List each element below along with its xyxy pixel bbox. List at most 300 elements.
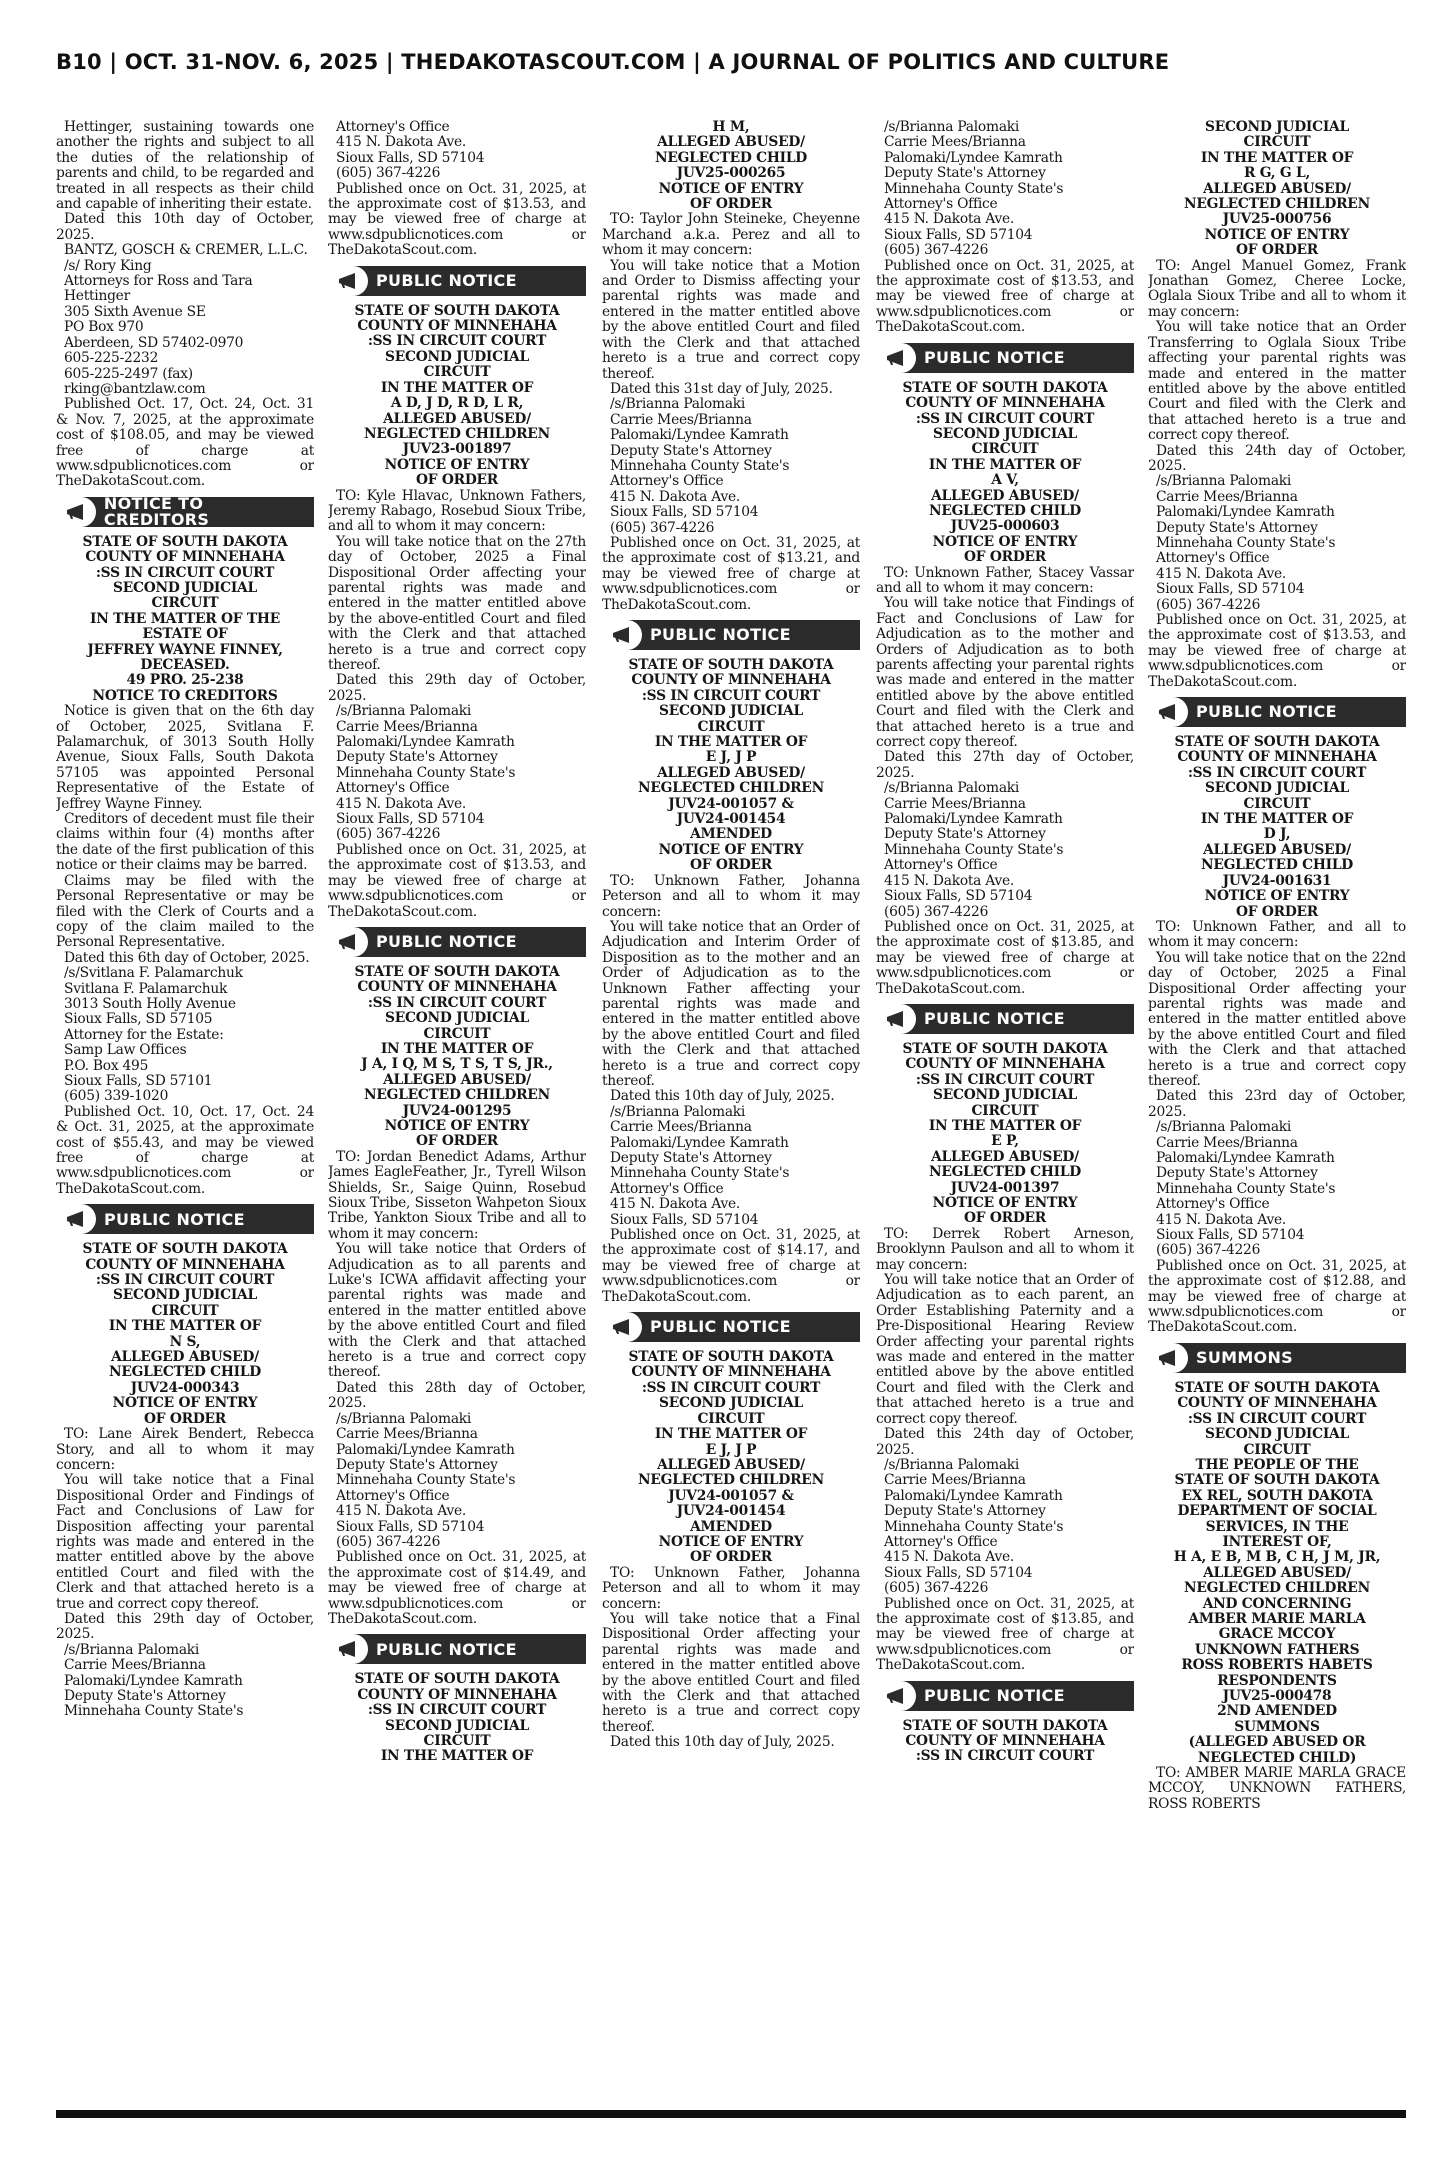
notice-heading-line: :SS IN CIRCUIT COURT [367, 994, 547, 1011]
signature-line: Sioux Falls, SD 57104 [884, 226, 1033, 243]
notice-heading-line: E J, J P [705, 749, 757, 766]
notice-heading-line: AMBER MARIE MARLA [1188, 1610, 1366, 1627]
signature-line: Deputy State's Attorney [884, 1503, 1046, 1520]
signature-line: (605) 367-4226 [884, 1580, 989, 1597]
signature-line: /s/Svitlana F. Palamarchuk [64, 965, 243, 982]
notice-heading-line: ALLEGED ABUSED/ [657, 1456, 805, 1473]
column-3 [602, 120, 860, 2105]
notice-heading-line: STATE OF SOUTH DAKOTA [82, 1241, 288, 1258]
megaphone-icon [328, 266, 368, 296]
megaphone-icon [876, 343, 916, 373]
notice-heading-line: AMENDED [690, 1518, 772, 1535]
notice-paragraph: TO: Unknown Father, Johanna Peterson and all to whom it may concern: [602, 872, 860, 920]
section-banner-label: PUBLIC NOTICE [650, 625, 791, 645]
notice-paragraph: Hettinger, sustaining towards one another the rights and subject to all the duties of the relationship of parents and child, to be regarded and treated in all respects as their child and capable of inheriting their estate. [56, 120, 314, 213]
section-banner-label: PUBLIC NOTICE [376, 932, 517, 952]
section-banner [602, 1312, 860, 1342]
section-banner-label: PUBLIC NOTICE [376, 1639, 517, 1659]
notice-heading-line: NEGLECTED CHILDREN [364, 425, 550, 442]
notice-paragraph: Published once on Oct. 31, 2025, at the approximate cost of $13.21, and may be viewed free of charge at www.sdpublicnotices.com or TheDakotaScout.com. [602, 534, 860, 613]
notice-heading-line: COUNTY OF MINNEHAHA [631, 672, 831, 689]
notice-heading [328, 965, 586, 1150]
notice-heading-line: :SS IN CIRCUIT COURT [915, 410, 1095, 427]
signature-line: Sioux Falls, SD 57105 [64, 1011, 213, 1028]
signature-line: (605) 339-1020 [64, 1088, 169, 1105]
notice-heading-line: JUV23-001897 [402, 441, 512, 458]
notice-heading-line: IN THE MATTER OF THE [90, 610, 280, 627]
signature-line: Sioux Falls, SD 57104 [610, 1211, 759, 1228]
notice-heading-line: ALLEGED ABUSED/ [657, 764, 805, 781]
signature-line: Deputy State's Attorney [336, 749, 498, 766]
notice-heading-line: IN THE MATTER OF [380, 1040, 534, 1057]
notice-heading-line: ALLEGED ABUSED/ [111, 1349, 259, 1366]
section-banner [1148, 1343, 1406, 1373]
notice-heading-line: NEGLECTED CHILDREN [638, 780, 824, 797]
notice-heading-line: CIRCUIT [971, 1102, 1039, 1119]
signature-line: Deputy State's Attorney [336, 1456, 498, 1473]
notice-heading-line: NEGLECTED CHILD [108, 1364, 262, 1381]
signature-line: Sioux Falls, SD 57104 [1156, 1227, 1305, 1244]
signature-line: Carrie Mees/Brianna Palomaki/Lyndee Kamrath [64, 1657, 243, 1689]
notice-paragraph: Dated this 10th day of July, 2025. [610, 1088, 835, 1105]
notice-heading-line: NOTICE OF ENTRY [384, 1117, 530, 1134]
notice-heading-line: STATE OF SOUTH DAKOTA [354, 1671, 560, 1688]
notice-paragraph: You will take notice that an Order Transferring to Oglala Sioux Tribe affecting your parental rights was made and entered in the matter entitled above by the above entitled Court and filed with the Clerk and that attached hereto is a true and correct copy thereof. [1148, 319, 1406, 444]
signature-line: /s/ Rory King [64, 257, 152, 274]
signature-line: 3013 South Holly Avenue [64, 995, 236, 1012]
notice-heading-line: :SS IN CIRCUIT COURT [95, 1272, 275, 1289]
signature-block [328, 1412, 586, 1551]
signature-line: P.O. Box 495 [64, 1057, 149, 1074]
notice-heading-line: D J, [1263, 826, 1291, 843]
notice-heading-line: IN THE MATTER OF [1200, 811, 1354, 828]
notice-heading-line: OF ORDER [963, 549, 1047, 566]
signature-line: /s/Brianna Palomaki [64, 1641, 200, 1658]
megaphone-icon [1148, 1343, 1188, 1373]
notice-heading-line: IN THE MATTER OF [380, 379, 534, 396]
notice-heading-line: SECOND JUDICIAL [659, 703, 803, 720]
notice-heading-line: JUV24-001057 & [668, 795, 794, 812]
notice-heading-line: ALLEGED ABUSED/ [1203, 841, 1351, 858]
notice-paragraph: Dated this 24th day of October, 2025. [876, 1426, 1134, 1458]
signature-line: 415 N. Dakota Ave. [1156, 565, 1287, 582]
section-banner [328, 927, 586, 957]
signature-line: Minnehaha County State's Attorney's Office [884, 841, 1064, 874]
notice-heading-line: IN THE MATTER OF [928, 1117, 1082, 1134]
notice-heading-line: ALLEGED ABUSED/ [383, 410, 531, 427]
notice-heading-line: OF ORDER [1235, 903, 1319, 920]
signature-line: /s/Brianna Palomaki [610, 396, 746, 413]
section-banner [328, 1634, 586, 1664]
signature-line: Carrie Mees/Brianna Palomaki/Lyndee Kamrath [1156, 1134, 1335, 1166]
notice-heading-line: JUV24-001057 & [668, 1487, 794, 1504]
notice-heading-line: SECOND JUDICIAL [659, 1395, 803, 1412]
notice-heading-line: DECEASED. [140, 657, 230, 673]
notice-heading-line: NEGLECTED CHILD) [1197, 1749, 1357, 1766]
notice-paragraph: TO: Taylor John Steineke, Cheyenne Marchand a.k.a. Perez and all to whom it may concern: [602, 211, 860, 259]
signature-line: 415 N. Dakota Ave. [336, 1503, 467, 1520]
notice-heading [56, 535, 314, 704]
notice-heading-line: NOTICE OF ENTRY [932, 533, 1078, 550]
notice-heading-line: JUV24-001631 [1222, 872, 1332, 889]
notice-heading-line: JUV25-000756 [1222, 211, 1332, 228]
section-banner [876, 343, 1134, 373]
notice-heading-line: CIRCUIT [423, 1733, 491, 1749]
notice-heading-line: H M, [712, 120, 750, 135]
signature-line: 415 N. Dakota Ave. [610, 1196, 741, 1213]
notice-heading-line: :SS IN CIRCUIT COURT [641, 1379, 821, 1396]
notice-heading-line: NEGLECTED CHILD [928, 1164, 1082, 1181]
notice-heading-line: SECOND JUDICIAL [385, 1010, 529, 1027]
column-2 [328, 120, 586, 2105]
notice-heading-line: CIRCUIT [1243, 795, 1311, 812]
signature-block [602, 1105, 860, 1228]
notice-paragraph: Dated this 23rd day of October, 2025. [1148, 1088, 1406, 1120]
column-5 [1148, 120, 1406, 2105]
notice-heading-line: 49 PRO. 25-238 [126, 672, 244, 689]
notice-heading-line: NOTICE OF ENTRY [932, 1195, 1078, 1211]
signature-line: Deputy State's Attorney [1156, 1165, 1318, 1182]
signature-line: /s/Brianna Palomaki [336, 703, 472, 720]
notice-heading-line: SECOND JUDICIAL [1205, 780, 1349, 797]
notice-heading-line: JUV25-000603 [950, 518, 1060, 535]
signature-block [1148, 474, 1406, 613]
notice-heading-line: SECOND JUDICIAL [113, 579, 257, 596]
notice-heading-line: RESPONDENTS [1217, 1672, 1337, 1689]
notice-heading-line: SECOND JUDICIAL [1205, 120, 1349, 135]
notice-heading-line: COUNTY OF MINNEHAHA [905, 395, 1105, 412]
notice-heading-line: CIRCUIT [697, 1410, 765, 1427]
notice-heading-line: STATE OF SOUTH DAKOTA [628, 1349, 834, 1366]
signature-line: Sioux Falls, SD 57104 [610, 504, 759, 521]
signature-line: Carrie Mees/Brianna Palomaki/Lyndee Kamrath [610, 411, 789, 444]
notice-heading-line: STATE OF SOUTH DAKOTA [902, 379, 1108, 396]
notice-paragraph: Dated this 27th day of October, 2025. [876, 749, 1134, 781]
megaphone-icon [328, 927, 368, 957]
section-banner [56, 1204, 314, 1234]
notice-heading-line: SECOND JUDICIAL [933, 425, 1077, 442]
notice-heading-line: SECOND JUDICIAL [113, 1287, 257, 1304]
notice-paragraph: Dated this 10th day of October, 2025. [56, 211, 314, 243]
notice-heading-line: H A, E B, M B, C H, J M, JR, [1173, 1549, 1381, 1566]
notice-heading-line: UNKNOWN FATHERS [1194, 1641, 1360, 1658]
signature-line: 415 N. Dakota Ave. [610, 488, 741, 505]
signature-line: 415 N. Dakota Ave. [336, 134, 467, 151]
megaphone-icon [56, 1204, 96, 1234]
notice-heading-line: COUNTY OF MINNEHAHA [1177, 1395, 1377, 1412]
signature-line: Sioux Falls, SD 57104 [336, 149, 485, 166]
signature-line: Minnehaha County State's [64, 1703, 244, 1720]
notice-heading-line: OF ORDER [415, 1133, 499, 1150]
notice-paragraph: Published once on Oct. 31, 2025, at the approximate cost of $13.53, and may be viewed free of charge at www.sdpublicnotices.com or TheDakotaScout.com. [876, 257, 1134, 336]
notice-heading-line: CIRCUIT [423, 364, 491, 381]
notices-page [56, 90, 1406, 2110]
signature-block [876, 1458, 1134, 1597]
notice-heading-line: COUNTY OF MINNEHAHA [631, 1364, 831, 1381]
notice-heading-line: JEFFREY WAYNE FINNEY, [87, 641, 283, 658]
signature-line: 605-225-2232 [64, 350, 159, 367]
signature-line: 415 N. Dakota Ave. [884, 872, 1015, 889]
notice-heading-line: IN THE MATTER OF [108, 1318, 262, 1335]
notice-paragraph: Published once on Oct. 31, 2025, at the approximate cost of $13.53, and may be viewed free of charge at www.sdpublicnotices.com or TheDakotaScout.com. [328, 180, 586, 259]
notice-paragraph: You will take notice that a Motion and Order to Dismiss affecting your parental rights was made and entered in the matter entitled above by the above entitled Court and filed with the Clerk and that attached hereto is a true and correct copy thereof. [602, 257, 860, 382]
notice-heading-line: SUMMONS [1234, 1718, 1320, 1735]
notice-heading-line: OF ORDER [689, 196, 773, 213]
notice-heading [1148, 1381, 1406, 1766]
signature-line: Samp Law Offices [64, 1042, 187, 1059]
notice-heading-line: THE PEOPLE OF THE [1195, 1456, 1359, 1473]
notice-heading-line: CIRCUIT [151, 595, 219, 612]
section-banner-label: SUMMONS [1196, 1348, 1293, 1368]
signature-line: Carrie Mees/Brianna Palomaki/Lyndee Kamrath [336, 718, 515, 751]
signature-line: /s/Brianna Palomaki [1156, 1119, 1292, 1136]
notice-heading-line: STATE OF SOUTH DAKOTA [1174, 1379, 1380, 1396]
notice-paragraph: TO: AMBER MARIE MARLA GRACE MCCOY, UNKNOWN FATHERS, ROSS ROBERTS [1148, 1765, 1406, 1812]
signature-line: 415 N. Dakota Ave. [884, 211, 1015, 228]
signature-line: Carrie Mees/Brianna Palomaki/Lyndee Kamrath [610, 1119, 789, 1151]
signature-line: Carrie Mees/Brianna Palomaki/Lyndee Kamrath [884, 1472, 1063, 1504]
notice-heading-line: CIRCUIT [1243, 1441, 1311, 1458]
notice-heading [876, 1042, 1134, 1227]
signature-block [56, 966, 314, 1105]
notice-heading-line: JUV24-001454 [676, 1503, 786, 1520]
notice-heading-line: NEGLECTED CHILDREN [364, 1087, 550, 1104]
signature-line: 605-225-2497 (fax) [64, 365, 193, 382]
notice-heading-line: ALLEGED ABUSED/ [1203, 1564, 1351, 1581]
section-banner [876, 1004, 1134, 1034]
signature-line: Minnehaha County State's Attorney's Office [336, 1472, 516, 1504]
notice-paragraph: You will take notice that on the 22nd day of October, 2025 a Final Dispositional Order affecting your parental rights was made and entered in the matter entitled above by the above entitled Court and filed with the Clerk and that attached hereto is a true and correct copy thereof. [1148, 949, 1406, 1089]
section-banner-label: PUBLIC NOTICE [1196, 702, 1337, 722]
notice-paragraph: Published once on Oct. 31, 2025, at the approximate cost of $12.88, and may be viewed free of charge at www.sdpublicnotices.com or TheDakotaScout.com. [1148, 1257, 1406, 1336]
section-banner [1148, 697, 1406, 727]
notice-heading-line: SECOND JUDICIAL [385, 348, 529, 365]
notice-heading-line: NEGLECTED CHILD [1200, 857, 1354, 874]
notice-heading-line: COUNTY OF MINNEHAHA [357, 1686, 557, 1703]
notice-heading-line: JUV24-001397 [950, 1179, 1060, 1196]
notice-heading-line: NOTICE OF ENTRY [1204, 226, 1350, 243]
notice-paragraph: Dated this 29th day of October, 2025. [56, 1610, 314, 1643]
notice-heading-line: A V, [991, 472, 1019, 489]
signature-line: Deputy State's Attorney [884, 165, 1046, 182]
signature-line: 415 N. Dakota Ave. [336, 795, 467, 812]
notice-heading-line: (ALLEGED ABUSED OR [1188, 1734, 1366, 1751]
section-banner [328, 266, 586, 296]
notice-paragraph: Published once on Oct. 31, 2025, at the approximate cost of $13.85, and may be viewed free of charge at www.sdpublicnotices.com or TheDakotaScout.com. [876, 1595, 1134, 1674]
signature-line: (605) 367-4226 [336, 1533, 441, 1550]
notice-heading-line: NOTICE OF ENTRY [658, 1533, 804, 1550]
notice-heading-line: INTEREST OF, [1222, 1533, 1332, 1550]
notice-heading-line: EX REL, SOUTH DAKOTA [1181, 1487, 1373, 1504]
notice-heading-line: GRACE MCCOY [1218, 1626, 1336, 1643]
signature-line: Svitlana F. Palamarchuk [64, 980, 228, 997]
notice-heading [602, 1350, 860, 1566]
notice-paragraph: Dated this 24th day of October, 2025. [1148, 442, 1406, 474]
signature-line: Sioux Falls, SD 57101 [64, 1072, 213, 1089]
notice-paragraph: Published once on Oct. 31, 2025, at the approximate cost of $13.53, and may be viewed free of charge at www.sdpublicnotices.com or TheDakotaScout.com. [328, 841, 586, 920]
megaphone-icon [602, 620, 642, 650]
notice-heading-line: OF ORDER [1235, 242, 1319, 259]
notice-heading-line: NOTICE OF ENTRY [658, 841, 804, 858]
megaphone-icon [602, 1312, 642, 1342]
notice-heading [328, 304, 586, 489]
signature-line: /s/Brianna Palomaki [1156, 473, 1292, 490]
signature-line: Minnehaha County State's Attorney's Office [610, 1165, 790, 1197]
notice-heading-line: COUNTY OF MINNEHAHA [357, 979, 557, 996]
signature-line: /s/Brianna Palomaki [884, 120, 1020, 135]
notice-heading-line: NEGLECTED CHILDREN [1184, 196, 1370, 213]
notice-heading-line: JUV25-000265 [676, 165, 786, 182]
notice-heading-line: STATE OF SOUTH DAKOTA [82, 533, 288, 550]
notice-heading-line: JUV24-001454 [676, 811, 786, 828]
section-banner-label: PUBLIC NOTICE [650, 1317, 791, 1337]
notice-heading-line: NEGLECTED CHILD [654, 149, 808, 166]
signature-block [328, 120, 586, 182]
signature-line: Minnehaha County State's Attorney's Office [1156, 1180, 1336, 1213]
notice-heading-line: :SS IN CIRCUIT COURT [95, 564, 275, 581]
notice-paragraph: TO: Angel Manuel Gomez, Frank Jonathan Gomez, Cheree Locke, Oglala Sioux Tribe and all to whom it may concern: [1148, 257, 1406, 320]
notice-paragraph: Published once on Oct. 31, 2025, at the approximate cost of $13.53, and may be viewed free of charge at www.sdpublicnotices.com or TheDakotaScout.com. [1148, 612, 1406, 690]
notice-paragraph: Dated this 10th day of July, 2025. [610, 1734, 835, 1751]
notice-heading-line: ESTATE OF [142, 626, 228, 643]
signature-line: Minnehaha County State's Attorney's Office [884, 180, 1064, 213]
signature-line: Deputy State's Attorney [610, 442, 772, 459]
notice-heading-line: CIRCUIT [697, 718, 765, 735]
signature-line: Deputy State's Attorney [884, 826, 1046, 843]
page-masthead: B10 | OCT. 31-NOV. 6, 2025 | THEDAKOTASCOUT.COM | A JOURNAL OF POLITICS AND CULTURE [56, 50, 1170, 74]
notice-heading-line: CIRCUIT [423, 1025, 491, 1042]
notice-heading-line: :SS IN CIRCUIT COURT [641, 687, 821, 704]
notice-heading-line: SECOND JUDICIAL [1205, 1426, 1349, 1443]
notice-heading-line: :SS IN CIRCUIT COURT [367, 333, 547, 350]
notice-heading-line: NOTICE TO CREDITORS [92, 687, 278, 704]
signature-line: Sioux Falls, SD 57104 [336, 811, 485, 828]
notice-heading [1148, 735, 1406, 920]
signature-line: 305 Sixth Avenue SE [64, 303, 206, 320]
notice-heading-line: COUNTY OF MINNEHAHA [85, 1256, 285, 1273]
notice-paragraph: TO: Jordan Benedict Adams, Arthur James EagleFeather, Jr., Tyrell Wilson Shields, Sr., Saige Quinn, Rosebud Sioux Tribe, Sisseton Wahpeton Sioux Tribe, Yankton Sioux Tribe and all to whom it may concern: [328, 1148, 586, 1242]
signature-line: Deputy State's Attorney [610, 1150, 772, 1166]
signature-line: Minnehaha County State's Attorney's Office [884, 1518, 1064, 1550]
signature-block [876, 120, 1134, 259]
notice-heading-line: OF ORDER [143, 1410, 227, 1427]
signature-line: Carrie Mees/Brianna Palomaki/Lyndee Kamrath [336, 1426, 515, 1458]
signature-line: Deputy State's Attorney [64, 1688, 226, 1704]
notice-heading-line: ALLEGED ABUSED/ [383, 1071, 531, 1088]
megaphone-icon [876, 1004, 916, 1034]
notice-paragraph: Published Oct. 17, Oct. 24, Oct. 31 & Nov. 7, 2025, at the approximate cost of $108.05, and may be viewed free of charge at www.sdpublicnotices.com or TheDakotaScout.com. [56, 396, 314, 490]
signature-line: Attorney's Office [336, 120, 450, 135]
signature-line: Sioux Falls, SD 57104 [884, 1564, 1033, 1581]
signature-line: Minnehaha County State's Attorney's Office [336, 764, 516, 797]
megaphone-icon [328, 1634, 368, 1664]
notice-heading-line: AND CONCERNING [1202, 1595, 1352, 1612]
notice-heading-line: DEPARTMENT OF SOCIAL [1177, 1503, 1377, 1520]
notice-paragraph: You will take notice that an Order of Adjudication as to each parent, an Order Establishing Paternity and a Pre-Dispositional Hearing Review Order affecting your parental rights was made and entered in the matter entitled above by the above entitled Court and filed with the Clerk and that attached hereto is a true and correct copy thereof. [876, 1272, 1134, 1427]
notice-paragraph: TO: Lane Airek Bendert, Rebecca Story, and all to whom it may concern: [56, 1426, 314, 1473]
notice-heading-line: 2ND AMENDED [1217, 1703, 1337, 1720]
signature-line: (605) 367-4226 [336, 826, 441, 843]
signature-line: Minnehaha County State's Attorney's Office [1156, 534, 1336, 567]
notice-heading-line: COUNTY OF MINNEHAHA [85, 549, 285, 566]
notice-heading-line: COUNTY OF MINNEHAHA [905, 1056, 1105, 1073]
notice-heading-line: SERVICES, IN THE [1205, 1518, 1349, 1535]
section-banner [876, 1681, 1134, 1711]
megaphone-icon [1148, 697, 1188, 727]
notice-heading [328, 1672, 586, 1764]
notice-heading-line: STATE OF SOUTH DAKOTA [628, 657, 834, 673]
notice-paragraph: TO: Derrek Robert Arneson, Brooklynn Paulson and all to whom it may concern: [876, 1225, 1134, 1273]
notice-paragraph: Published once on Oct. 31, 2025, at the approximate cost of $13.85, and may be viewed free of charge at www.sdpublicnotices.com or TheDakotaScout.com. [876, 918, 1134, 997]
notice-paragraph: You will take notice that Findings of Fact and Conclusions of Law for Adjudication as to the mother and Orders of Adjudication as to both parents affecting your parental rights was made and entered in the matter entitled above by the above entitled Court and filed with the Clerk and that attached hereto is a true and correct copy thereof. [876, 595, 1134, 751]
signature-block [56, 243, 314, 397]
signature-line: (605) 367-4226 [884, 903, 989, 920]
notice-heading-line: IN THE MATTER OF [654, 1426, 808, 1443]
notice-heading-line: :SS IN CIRCUIT COURT [1187, 764, 1367, 781]
notice-paragraph: Dated this 28th day of October, 2025. [328, 1379, 586, 1412]
signature-block [1148, 1120, 1406, 1259]
section-banner-label: PUBLIC NOTICE [924, 1009, 1065, 1029]
signature-line: Carrie Mees/Brianna Palomaki/Lyndee Kamrath [884, 134, 1063, 166]
notice-paragraph: Dated this 29th day of October, 2025. [328, 672, 586, 704]
signature-line: /s/Brianna Palomaki [610, 1103, 746, 1120]
signature-block [876, 781, 1134, 920]
section-banner-label: PUBLIC NOTICE [104, 1209, 245, 1229]
column-4 [876, 120, 1134, 2105]
signature-line: (605) 367-4226 [1156, 596, 1261, 613]
notice-heading-line: CIRCUIT [1243, 134, 1311, 151]
notice-heading-line: :SS IN CIRCUIT COURT [367, 1702, 547, 1719]
notice-heading-line: OF ORDER [689, 857, 773, 874]
signature-line: PO Box 970 [64, 319, 144, 336]
section-banner-label: NOTICE TO CREDITORS [103, 494, 210, 529]
notice-heading-line: STATE OF SOUTH DAKOTA [902, 1717, 1108, 1734]
signature-block [328, 704, 586, 843]
bottom-rule [56, 2110, 1406, 2118]
signature-line: (605) 367-4226 [610, 519, 715, 536]
notice-heading-line: IN THE MATTER OF [928, 456, 1082, 473]
notice-heading-line: STATE OF SOUTH DAKOTA [354, 963, 560, 980]
section-banner [602, 620, 860, 650]
notice-heading-line: J A, I Q, M S, T S, T S, JR., [361, 1056, 553, 1073]
notice-heading-line: STATE OF SOUTH DAKOTA [902, 1040, 1108, 1057]
signature-line: /s/Brianna Palomaki [884, 1456, 1020, 1473]
notice-heading-line: IN THE MATTER OF [654, 734, 808, 751]
notice-heading-line: IN THE MATTER OF [1200, 149, 1354, 166]
notice-paragraph: Dated this 6th day of October, 2025. [64, 949, 310, 966]
signature-line: Carrie Mees/Brianna Palomaki/Lyndee Kamrath [884, 795, 1063, 828]
notice-paragraph: TO: Unknown Father, and all to whom it may concern: [1148, 918, 1406, 951]
notice-heading-line: NEGLECTED CHILDREN [638, 1472, 824, 1489]
notice-heading-line: OF ORDER [415, 472, 499, 489]
notice-paragraph: Published once on Oct. 31, 2025, at the approximate cost of $14.49, and may be viewed free of charge at www.sdpublicnotices.com or TheDakotaScout.com. [328, 1549, 586, 1627]
signature-line: (605) 367-4226 [884, 242, 989, 259]
notice-heading-line: NEGLECTED CHILD [928, 502, 1082, 519]
notice-heading-line: ALLEGED ABUSED/ [931, 1148, 1079, 1165]
signature-line: Sioux Falls, SD 57104 [336, 1518, 485, 1535]
notice-heading-line: IN THE MATTER OF [380, 1748, 534, 1765]
notice-heading-line: STATE OF SOUTH DAKOTA [1174, 734, 1380, 751]
column-1 [56, 120, 314, 2105]
signature-line: /s/Brianna Palomaki [884, 780, 1020, 797]
notice-heading-line: COUNTY OF MINNEHAHA [905, 1733, 1105, 1749]
signature-line: Minnehaha County State's Attorney's Office [610, 457, 790, 490]
notice-paragraph: Published Oct. 10, Oct. 17, Oct. 24 & Oct. 31, 2025, at the approximate cost of $55.43, and may be viewed free of charge at www.sdpublicnotices.com or TheDakotaScout.com. [56, 1103, 314, 1197]
notice-heading-line: CIRCUIT [151, 1302, 219, 1319]
notice-heading-line: :SS IN CIRCUIT COURT [915, 1071, 1095, 1088]
notice-heading-line: SECOND JUDICIAL [933, 1087, 1077, 1104]
notice-heading-line: NOTICE OF ENTRY [384, 456, 530, 473]
